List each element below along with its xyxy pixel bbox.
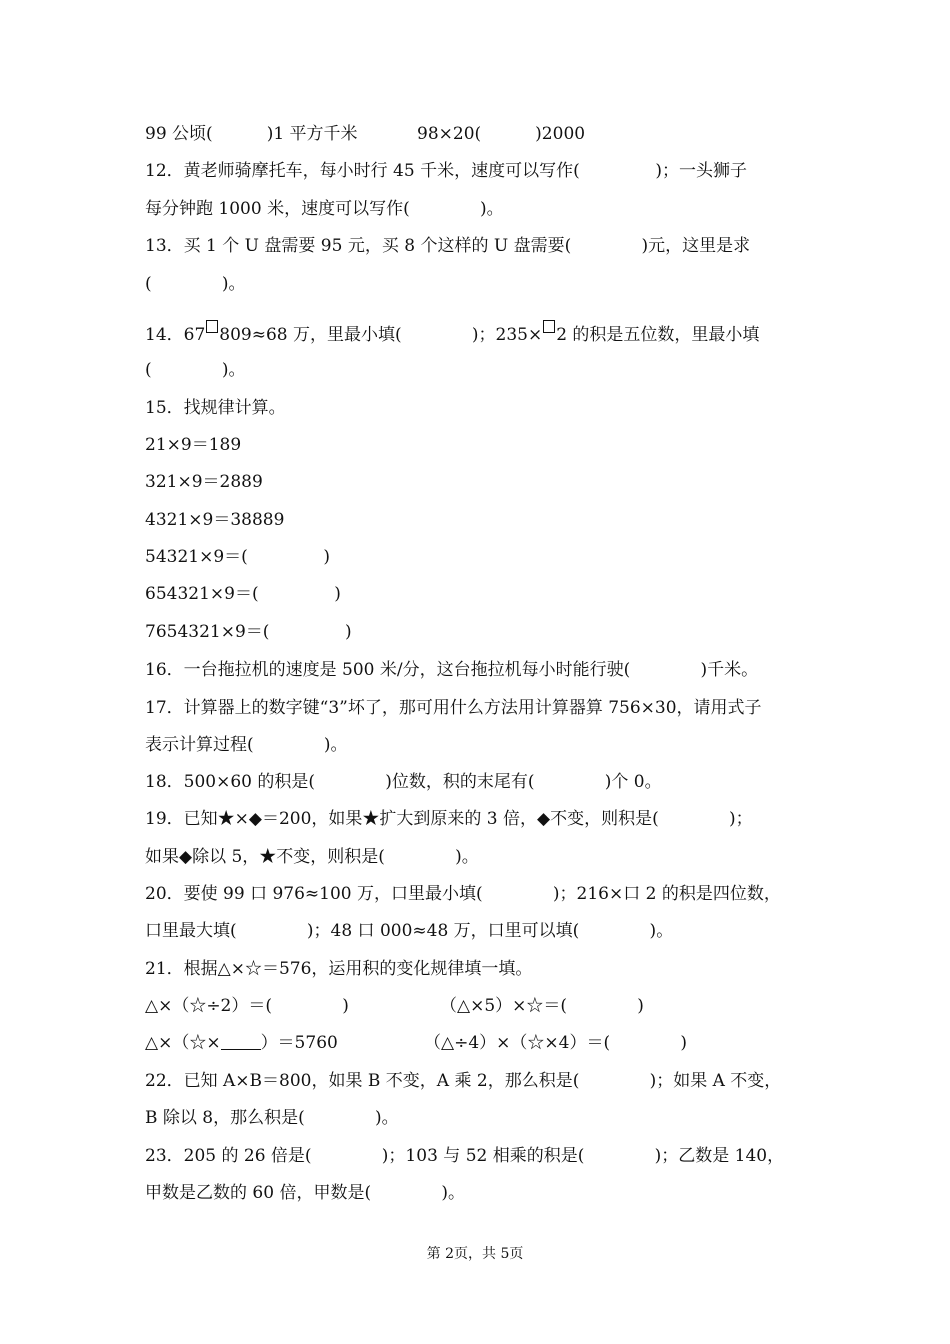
question-23-line-1: 23．205 的 26 倍是( )；103 与 52 相乘的积是( )；乙数是 140， xyxy=(145,1146,785,1166)
question-22-line-1: 22．已知 A×B＝800，如果 B 不变，A 乘 2，那么积是( )；如果 A 不变， xyxy=(145,1071,782,1091)
question-21-item-3 xyxy=(145,1032,338,1054)
question-15-title: 15．找规律计算。 xyxy=(145,398,286,418)
question-20-line-2: 口里最大填( )；48 口 000≈48 万，口里可以填( )。 xyxy=(145,921,674,941)
question-14-line-2: ( )。 xyxy=(145,360,246,380)
line-area-compare: 99 公顷( )1 平方千米 98×20( )2000 xyxy=(145,124,586,144)
question-17-line-2: 表示计算过程( )。 xyxy=(145,735,348,755)
question-16: 16．一台拖拉机的速度是 500 米/分，这台拖拉机每小时能行驶( )千米。 xyxy=(145,660,759,680)
q21-item3-part-a: △×（☆× xyxy=(145,1033,221,1053)
question-21-title: 21．根据△×☆＝576，运用积的变化规律填一填。 xyxy=(145,959,533,979)
question-14-line-1 xyxy=(145,320,760,345)
blank-square-icon xyxy=(206,320,218,333)
question-13-line-1: 13．买 1 个 U 盘需要 95 元，买 8 个这样的 U 盘需要( )元，这里是求 xyxy=(145,236,751,256)
question-23-line-2: 甲数是乙数的 60 倍，甲数是( )。 xyxy=(145,1183,465,1203)
pattern-line-6: 7654321×9＝( ) xyxy=(145,622,352,642)
question-12-line-1: 12．黄老师骑摩托车，每小时行 45 千米，速度可以写作( )；一头狮子 xyxy=(145,161,747,181)
question-20-line-1: 20．要使 99 口 976≈100 万，口里最小填( )；216×口 2 的积是四位数， xyxy=(145,884,781,904)
question-17-line-1: 17．计算器上的数字键“3”坏了，那可用什么方法用计算器算 756×30，请用式子 xyxy=(145,698,762,718)
blank-square-icon xyxy=(543,320,555,333)
question-19-line-2: 如果◆除以 5，★不变，则积是( )。 xyxy=(145,847,479,867)
question-22-line-2: B 除以 8，那么积是( )。 xyxy=(145,1108,399,1128)
q14-part-a: 14．67 xyxy=(145,325,206,345)
page-footer: 第 2页，共 5页 xyxy=(426,1246,524,1262)
pattern-line-1: 21×9＝189 xyxy=(145,435,242,455)
pattern-line-3: 4321×9＝38889 xyxy=(145,510,285,530)
question-21-item-4: （△÷4）×（☆×4）＝( ) xyxy=(424,1033,687,1053)
q14-part-c: 2 的积是五位数，里最小填 xyxy=(556,325,760,345)
pattern-line-5: 654321×9＝( ) xyxy=(145,584,341,604)
q14-part-b: 809≈68 万，里最小填( )；235× xyxy=(219,325,543,345)
underline-blank xyxy=(221,1033,261,1050)
question-21-item-1: △×（☆÷2）＝( ) xyxy=(145,996,349,1016)
question-19-line-1: 19．已知★×◆＝200，如果★扩大到原来的 3 倍，◆不变，则积是( )； xyxy=(145,809,753,829)
pattern-line-2: 321×9＝2889 xyxy=(145,472,263,492)
q21-item3-part-b: ）＝5760 xyxy=(260,1033,338,1053)
question-12-line-2: 每分钟跑 1000 米，速度可以写作( )。 xyxy=(145,199,504,219)
question-18: 18．500×60 的积是( )位数，积的末尾有( )个 0。 xyxy=(145,772,662,792)
question-21-item-2: （△×5）×☆＝( ) xyxy=(440,996,644,1016)
question-13-line-2: ( )。 xyxy=(145,274,246,294)
pattern-line-4: 54321×9＝( ) xyxy=(145,547,331,567)
